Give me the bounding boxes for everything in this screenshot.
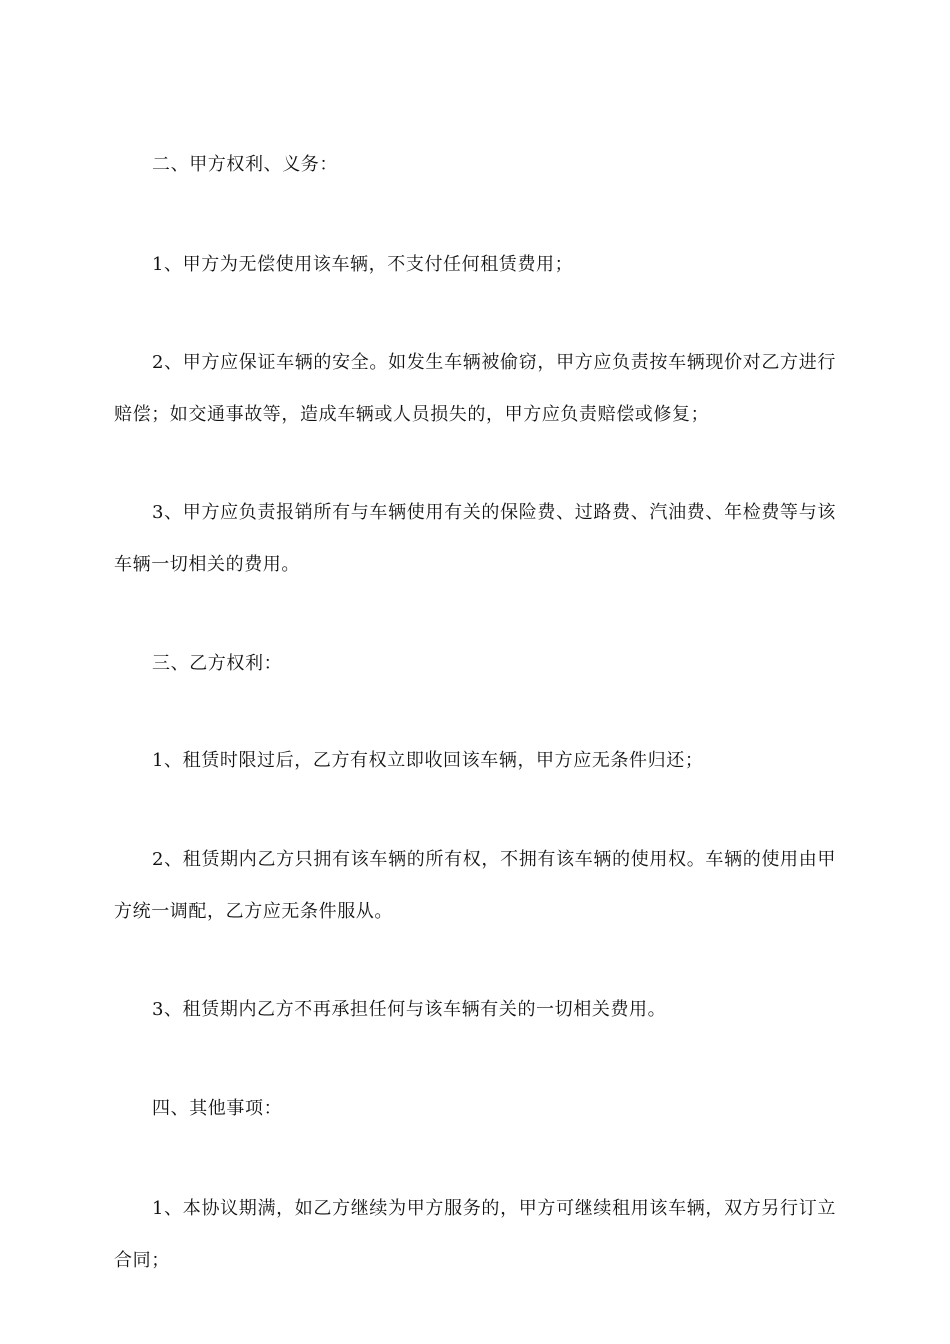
clause-other-1: 1、本协议期满，如乙方继续为甲方服务的，甲方可继续租用该车辆，双方另行订立合同； bbox=[114, 1198, 836, 1271]
section-heading-party-a: 二、甲方权利、义务： bbox=[152, 154, 338, 175]
clause-a-3: 3、甲方应负责报销所有与车辆使用有关的保险费、过路费、汽油费、年检费等与该车辆一切相关的费用。 bbox=[114, 502, 836, 575]
section-heading-other: 四、其他事项： bbox=[152, 1098, 283, 1119]
clause-b-3: 3、租赁期内乙方不再承担任何与该车辆有关的一切相关费用。 bbox=[152, 999, 667, 1020]
clause-a-1: 1、甲方为无偿使用该车辆，不支付任何租赁费用； bbox=[152, 254, 574, 275]
clause-b-1: 1、租赁时限过后，乙方有权立即收回该车辆，甲方应无条件归还； bbox=[152, 750, 704, 771]
clause-b-2: 2、租赁期内乙方只拥有该车辆的所有权，不拥有该车辆的使用权。车辆的使用由甲方统一调配，乙方应无条件服从。 bbox=[114, 849, 836, 922]
section-heading-party-b: 三、乙方权利： bbox=[152, 653, 283, 674]
clause-a-2: 2、甲方应保证车辆的安全。如发生车辆被偷窃，甲方应负责按车辆现价对乙方进行赔偿；如交通事故等，造成车辆或人员损失的，甲方应负责赔偿或修复； bbox=[114, 352, 836, 425]
